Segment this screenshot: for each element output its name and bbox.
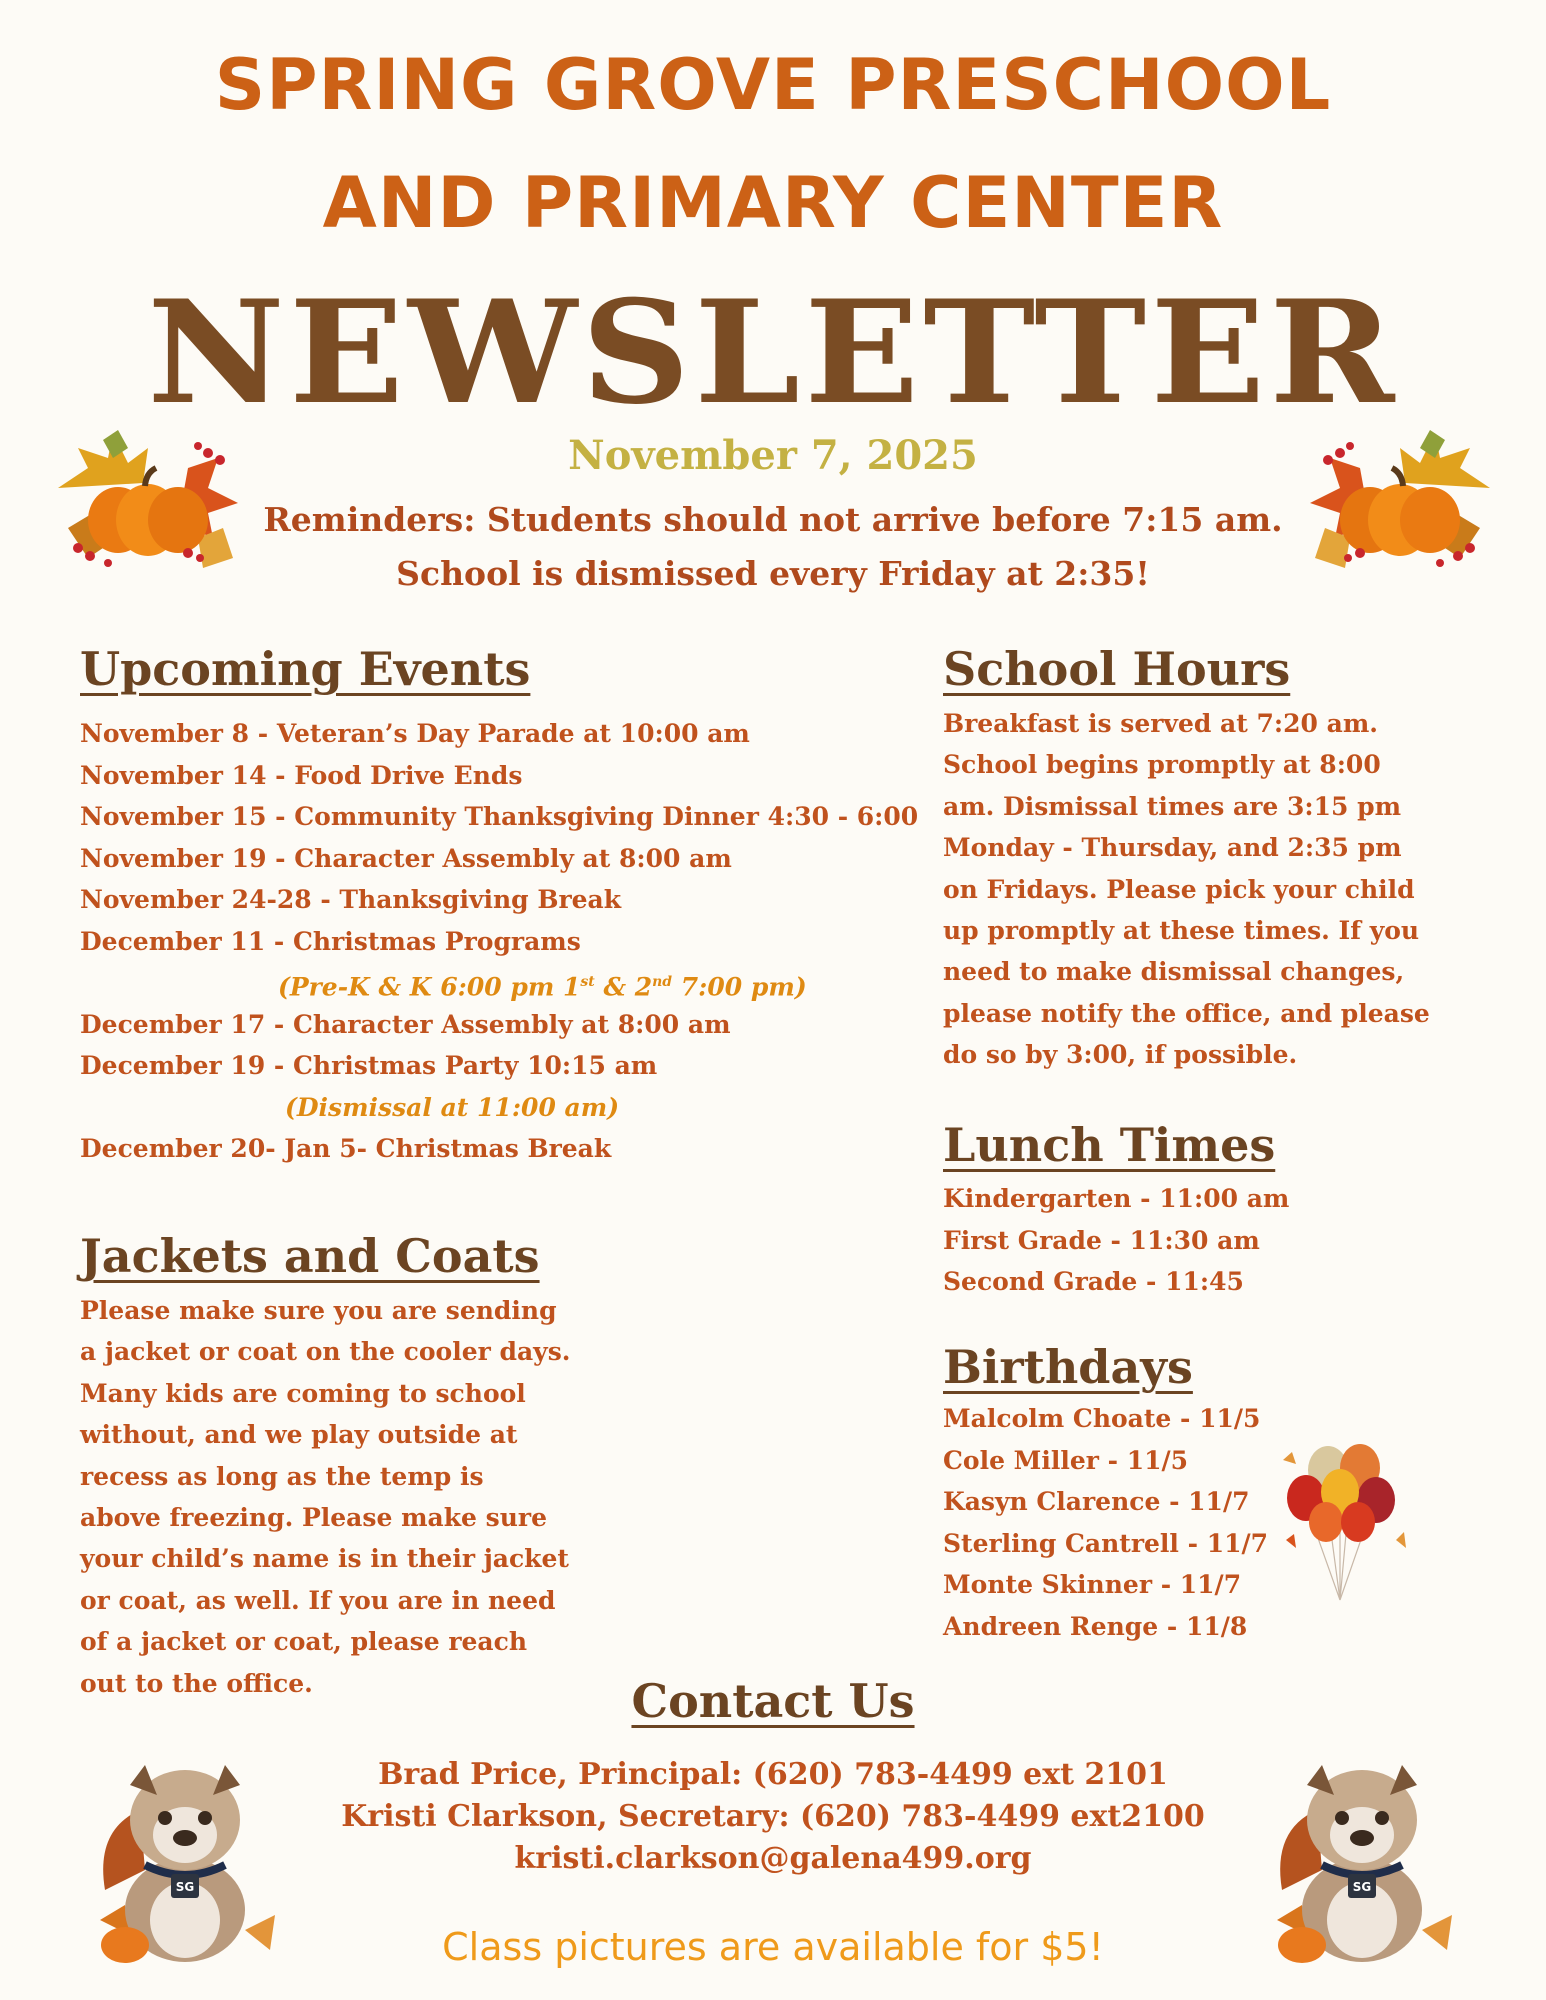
event-item: November 14 - Food Drive Ends <box>80 760 523 790</box>
event-item: December 17 - Character Assembly at 8:00 am <box>80 1009 731 1039</box>
birthday-item: Kasyn Clarence - 11/7 <box>943 1487 1250 1516</box>
lunch-item: Kindergarten - 11:00 am <box>943 1184 1290 1213</box>
lunch-item: First Grade - 11:30 am <box>943 1225 1260 1255</box>
reminder-arrival: Reminders: Students should not arrive before 7:15 am. <box>263 500 1283 539</box>
bulldog-mascot-right-icon <box>1262 1740 1462 1968</box>
paragraph-line: of a jacket or coat, please reach <box>80 1627 528 1657</box>
event-item: December 11 - Christmas Programs <box>80 926 581 956</box>
birthday-item: Andreen Renge - 11/8 <box>943 1611 1248 1641</box>
paragraph-line: on Fridays. Please pick your child <box>943 874 1415 904</box>
paragraph-line: or coat, as well. If you are in need <box>80 1585 556 1615</box>
school-name-line2: AND PRIMARY CENTER <box>322 162 1224 244</box>
event-item: December 19 - Christmas Party 10:15 am <box>80 1051 658 1080</box>
paragraph-line: your child’s name is in their jacket <box>80 1544 569 1574</box>
paragraph-line: Many kids are coming to school <box>80 1378 526 1408</box>
pumpkin-leaves-left-icon <box>48 428 248 578</box>
contact-heading: Contact Us <box>631 1674 915 1728</box>
class-pictures-note: Class pictures are available for $5! <box>442 1925 1104 1969</box>
balloons-icon <box>1278 1440 1408 1605</box>
event-item: November 15 - Community Thanksgiving Dinner 4:30 - 6:00 <box>80 802 919 831</box>
newsletter-title: NEWSLETTER <box>147 270 1399 436</box>
birthday-item: Sterling Cantrell - 11/7 <box>943 1528 1269 1558</box>
upcoming-events-list <box>80 713 918 1170</box>
contact-principal: Brad Price, Principal: (620) 783-4499 ext 2101 <box>378 1757 1168 1792</box>
birthday-item: Malcolm Choate - 11/5 <box>943 1404 1261 1433</box>
newsletter-date: November 7, 2025 <box>568 432 978 479</box>
birthdays-list <box>943 1398 1268 1647</box>
birthday-item: Monte Skinner - 11/7 <box>943 1570 1242 1599</box>
sg-badge-text: SG <box>1352 1880 1372 1894</box>
birthday-item: Cole Miller - 11/5 <box>943 1445 1189 1475</box>
lunch-item: Second Grade - 11:45 <box>943 1267 1244 1296</box>
lunch-times-list <box>943 1178 1289 1303</box>
event-item: November 19 - Character Assembly at 8:00 am <box>80 843 732 873</box>
party-dismissal-note: (Dismissal at 11:00 am) <box>285 1092 620 1122</box>
paragraph-line: am. Dismissal times are 3:15 pm <box>943 791 1402 821</box>
paragraph-line: School begins promptly at 8:00 <box>943 750 1381 780</box>
pumpkin-leaves-right-icon <box>1300 428 1500 578</box>
paragraph-line: out to the office. <box>80 1668 313 1698</box>
paragraph-line: do so by 3:00, if possible. <box>943 1040 1298 1070</box>
birthdays-heading: Birthdays <box>943 1340 1193 1394</box>
school-hours-heading: School Hours <box>943 642 1291 696</box>
sg-badge-text: SG <box>175 1880 195 1894</box>
school-name-line1: SPRING GROVE PRESCHOOL <box>214 44 1332 126</box>
contact-secretary: Kristi Clarkson, Secretary: (620) 783-4499 ext2100 <box>341 1799 1205 1834</box>
bulldog-mascot-left-icon <box>85 1740 285 1968</box>
event-item: November 8 - Veteran’s Day Parade at 10:00 am <box>80 719 750 748</box>
contact-email-link[interactable]: kristi.clarkson@galena499.org <box>514 1841 1032 1876</box>
paragraph-line: without, and we play outside at <box>80 1420 518 1450</box>
lunch-times-heading: Lunch Times <box>943 1118 1276 1172</box>
event-item: November 24-28 - Thanksgiving Break <box>80 885 622 914</box>
event-item: December 20- Jan 5- Christmas Break <box>80 1134 612 1163</box>
paragraph-line: Breakfast is served at 7:20 am. <box>943 709 1378 738</box>
paragraph-line: Monday - Thursday, and 2:35 pm <box>943 833 1402 863</box>
paragraph-line: Please make sure you are sending <box>80 1296 557 1325</box>
paragraph-line: above freezing. Please make sure <box>80 1503 547 1533</box>
reminder-dismissal: School is dismissed every Friday at 2:35! <box>396 554 1150 593</box>
jackets-heading: Jackets and Coats <box>80 1229 540 1283</box>
jackets-paragraph <box>80 1290 600 1704</box>
paragraph-line: up promptly at these times. If you <box>943 916 1420 946</box>
paragraph-line: please notify the office, and please <box>943 998 1430 1028</box>
programs-times-note: (Pre-K & K 6:00 pm 1st & 2nd 7:00 pm) <box>278 972 807 1002</box>
upcoming-events-heading: Upcoming Events <box>80 642 531 696</box>
paragraph-line: recess as long as the temp is <box>80 1461 484 1491</box>
paragraph-line: need to make dismissal changes, <box>943 957 1405 987</box>
school-hours-paragraph <box>943 703 1463 1076</box>
paragraph-line: a jacket or coat on the cooler days. <box>80 1337 571 1367</box>
